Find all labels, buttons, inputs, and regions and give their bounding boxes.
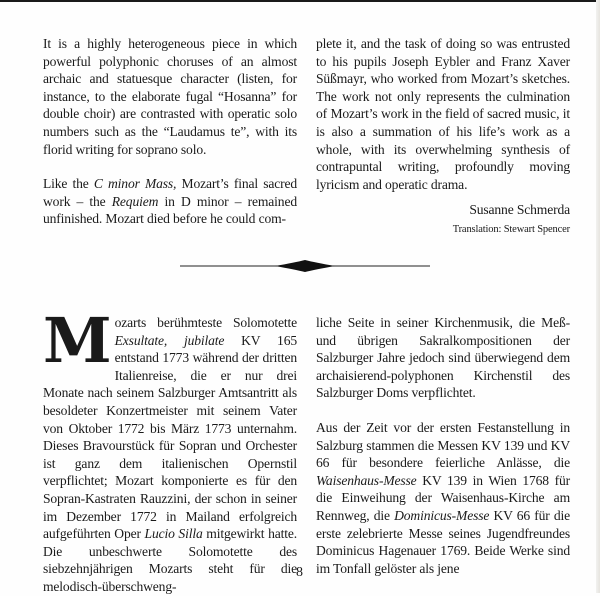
- text-run: KV 66 für die erste zelebrierte Messe seines Jugendfreundes Dominicus Hagenauer 1769. Beide Werke sind im Tonfall gelöster als jene: [316, 507, 571, 576]
- text-run: KV 165 entstand 1773 während der dritten Italienreise, die er nur drei Monate nach seinem Salzburger Amtsantritt als besoldeter Konzertmeister mit seinem Vater von Oktober 1772 bis März 1773 unternahm. Dieses Bravourstück für Sopran und Orchester ist ganz dem italienischen Opernstil verpflichtet; Mozart komponierte es für den Sopran-Kastraten Rauzzini, der schon in seiner im Dezember 1772 in Mailand erfolgreich aufgeführten Oper: [43, 332, 297, 542]
- english-paragraph-1: It is a highly heterogeneous piece in which powerful polyphonic choruses of an almost archaic and statuesque character (listen, for instance, to the elaborate fugal “Hosanna” for double choir) are contrasted with operatic solo numbers such as the “Laudamus te”, with its florid writing for soprano solo.: [43, 36, 297, 157]
- english-column-left: [43, 35, 297, 228]
- english-paragraph-2: [43, 175, 297, 228]
- author-name: Susanne Schmerda: [469, 202, 570, 218]
- work-title-lucio-silla: Lucio Silla: [144, 526, 203, 542]
- text-run: KV 139 in Wien 1768 für die Einweihung der Waisenhaus-Kirche am Rennweg, die: [316, 472, 570, 523]
- work-title-c-minor-mass: C minor Mass,: [93, 176, 177, 192]
- scan-top-border: [0, 0, 600, 2]
- text-run: ozarts berühmteste Solomotette: [114, 315, 297, 330]
- work-title-waisenhaus-messe: Waisenhaus-Messe: [316, 472, 417, 488]
- translation-credit: Translation: Stewart Spencer: [452, 223, 570, 235]
- work-title-dominicus-messe: Dominicus-Messe: [394, 507, 490, 523]
- german-paragraph-3: [316, 419, 570, 577]
- german-paragraph-1: [43, 304, 297, 596]
- page-number: 8: [296, 565, 303, 580]
- drop-cap: M: [43, 304, 110, 377]
- diamond-ornament-icon: [275, 260, 335, 272]
- text-run: in D minor – remained unfinished. Mozart died before he could com-: [43, 193, 297, 227]
- german-column-left: [43, 304, 297, 596]
- scan-right-edge: [596, 0, 600, 593]
- german-paragraph-2: liche Seite in seiner Kirchenmusik, die Meß- und übrigen Sakralkompositionen der Salzburger Jahre jedoch sind überwiegend dem archaisierend-polyphonen Kirchenstil des Salzburger Doms verpflichtet.: [316, 315, 570, 401]
- german-column-right: [316, 314, 570, 577]
- text-run: Like the: [43, 176, 94, 192]
- ornamental-divider: [180, 258, 430, 274]
- work-title-exsultate-jubilate: Exsultate, jubilate: [114, 332, 225, 348]
- work-title-requiem: Requiem: [111, 193, 159, 209]
- text-run: Mozart’s final sacred work – the: [43, 176, 298, 209]
- text-run: Aus der Zeit vor der ersten Festanstellung in Salzburg stammen die Messen KV 139 und KV 66 für besondere feierliche Anlässe, die: [316, 419, 570, 471]
- english-column-right: [316, 35, 570, 239]
- text-run: mitgewirkt hatte. Die unbeschwerte Solomotette des siebzehnjährigen Mozarts steht für die melodisch-überschweng-: [43, 526, 297, 594]
- english-paragraph-3: plete it, and the task of doing so was entrusted to his pupils Joseph Eybler and Franz Xaver Süßmayr, who worked from Mozart’s sketches. The work not only represents the culmination of Mozart’s work in the field of sacred music, it is also a summation of his life’s work as a whole, with its overwhelming synthesis of contrapuntal writing, profoundly moving lyricism and operatic drama.: [316, 36, 570, 192]
- signature: [316, 201, 570, 238]
